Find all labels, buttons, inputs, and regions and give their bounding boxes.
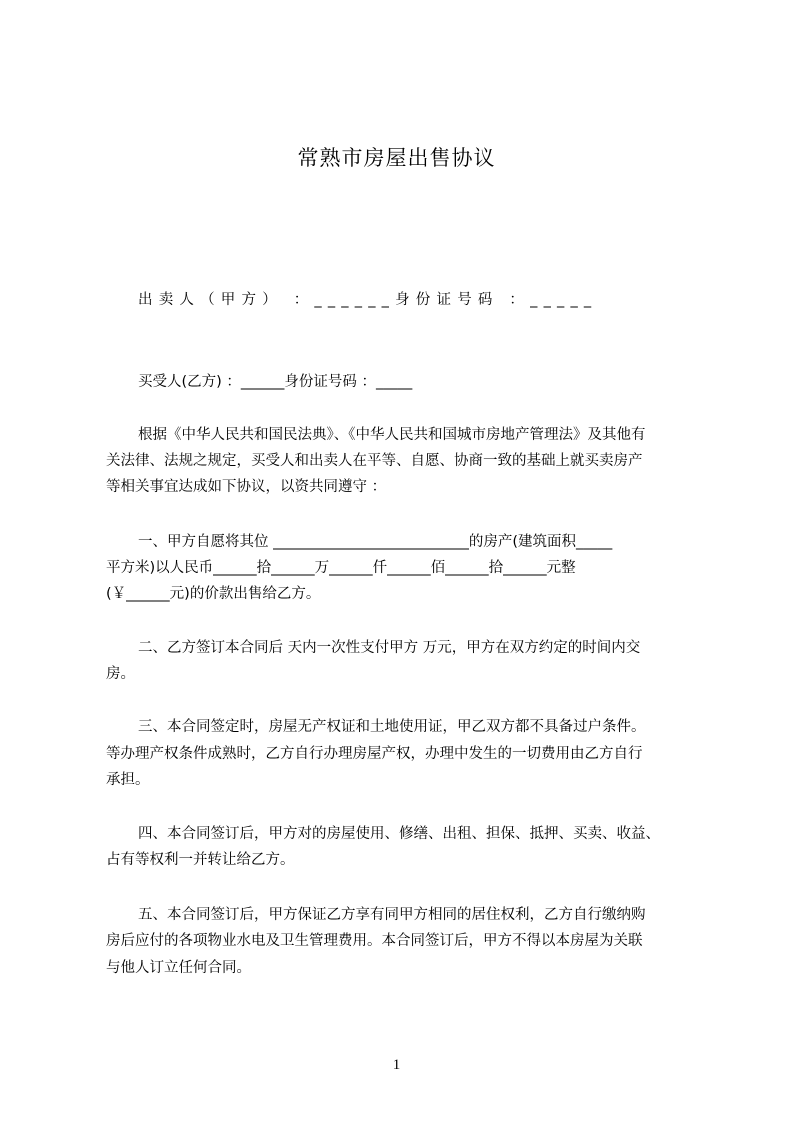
document-title: 常熟市房屋出售协议 xyxy=(297,146,496,170)
clause-2-line: 二、乙方签订本合同后 天内一次性支付甲方 万元，甲方在双方约定的时间内交 xyxy=(138,640,641,656)
clause-5-line: 房后应付的各项物业水电及卫生管理费用。本合同签订后，甲方不得以本房屋为关联 xyxy=(106,933,643,949)
clause-4-line: 四、本合同签订后，甲方对的房屋使用、修缮、出租、担保、抵押、买卖、收益、 xyxy=(138,826,660,842)
clause-3-line: 承担。 xyxy=(106,772,150,788)
page-number: 1 xyxy=(392,1057,401,1073)
clause-5-line: 五、本合同签订后，甲方保证乙方享有同甲方相同的居住权利，乙方自行缴纳购 xyxy=(138,907,646,923)
clause-4-line: 占有等权利一并转让给乙方。 xyxy=(106,852,295,868)
clause-1-line: 一、甲方自愿将其位 ___________________________的房产(建筑面积_____ xyxy=(138,534,613,550)
clause-1-line: 平方米)以人民币______拾______万______仟______佰______拾______元整 xyxy=(106,560,576,576)
seller-line: 出卖人（甲方） ：______身份证号码 ：_____ xyxy=(138,292,598,308)
buyer-line: 买受人(乙方) ：______身份证号码 ：_____ xyxy=(138,374,413,390)
clause-5-line: 与他人订立任何合同。 xyxy=(106,960,251,976)
clause-3-line: 三、本合同签定时，房屋无产权证和土地使用证，甲乙双方都不具备过户条件。 xyxy=(138,719,646,735)
clause-2-line: 房。 xyxy=(106,666,135,682)
preamble-line: 等相关事宜达成如下协议，以资共同遵守 ： xyxy=(106,479,387,495)
preamble-line: 关法律、法规之规定，买受人和出卖人在平等、自愿、协商一致的基础上就买卖房产 xyxy=(106,453,643,469)
preamble-line: 根据《中华人民共和国民法典》、《中华人民共和国城市房地产管理法》及其他有 xyxy=(138,427,646,443)
clause-3-line: 等办理产权条件成熟时，乙方自行办理房屋产权，办理中发生的一切费用由乙方自行 xyxy=(106,746,643,762)
clause-1-line: (￥______元)的价款出售给乙方。 xyxy=(106,586,321,602)
